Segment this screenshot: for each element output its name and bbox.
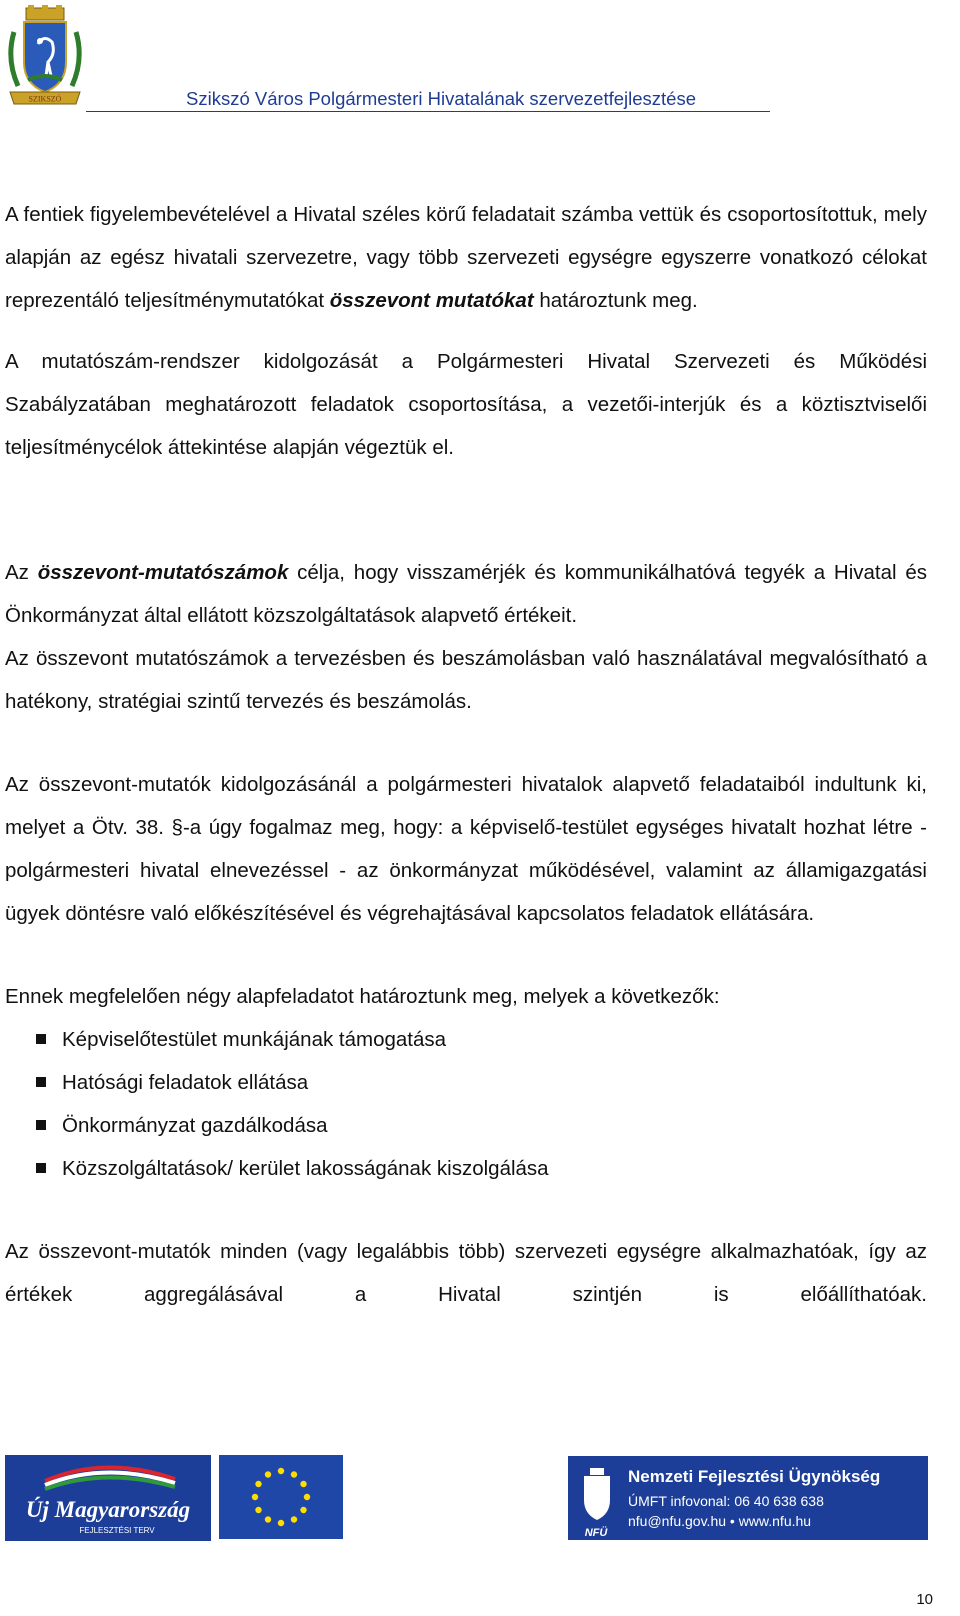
list-item: [5, 1147, 927, 1190]
document-header-title: Szikszó Város Polgármesteri Hivatalának szervezetfejlesztése: [186, 88, 696, 109]
bullet-square-icon: [36, 1077, 46, 1087]
list-item: [5, 1061, 927, 1104]
paragraph-list-intro: Ennek megfelelően négy alapfeladatot határoztunk meg, melyek a következők:: [5, 985, 720, 1008]
paragraph-goal: [5, 551, 927, 637]
paragraph-aggregation: Az összevont-mutatók minden (vagy legalábbis több) szervezeti egységre alkalmazhatóak, így az értékek aggregálásával a Hivatal szintjén is előállíthatóak.: [5, 1240, 927, 1306]
paragraph-legal-basis: Az összevont-mutatók kidolgozásánál a polgármesteri hivatalok alapvető feladataiból indultunk ki, melyet a Ötv. 38. §-a úgy fogalmaz meg, hogy: a képviselő-testület egységes hivatalt hozhat létre - polgármesteri hivatal elnevezéssel - az önkormányzat működésével, valamint az államigazgatási ügyek döntésre való előkészítésével és végrehajtásával kapcsolatos feladatok ellátására.: [5, 773, 927, 925]
list-item-text: Közszolgáltatások/ kerület lakosságának kiszolgálása: [62, 1157, 549, 1180]
paragraph-text: A fentiek figyelembevételével a Hivatal széles körű feladatait számba vettük és csoportosítottuk, mely alapján az egész hivatali szervezetre, vagy több szervezeti egységre egyszerre vonatkozó célokat reprezentáló teljesítménymutatókat: [5, 203, 927, 312]
emphasis-text: összevont-mutatószámok: [37, 561, 289, 584]
logo1-main-text: Új Magyarország: [25, 1497, 191, 1522]
paragraph-text: határoztunk meg.: [533, 289, 698, 312]
paragraph-usage: Az összevont mutatószámok a tervezésben és beszámolásban való használatával megvalósítható a hatékony, stratégiai szintű tervezés és beszámolás.: [5, 647, 927, 713]
paragraph-methodology: A mutatószám-rendszer kidolgozását a Polgármesteri Hivatal Szervezeti és Működési Szabályzatában meghatározott feladatok csoportosítása, a vezetői-interjúk és a köztisztviselői teljesítménycélok áttekintése alapján végeztük el.: [5, 350, 927, 459]
page-footer: [0, 1450, 960, 1616]
paragraph-text: célja, hogy visszamérjék és kommunikálhatóvá tegyék a Hivatal és Önkormányzat által ellátott közszolgáltatások alapvető értékeit.: [5, 561, 928, 627]
eu-flag-logo: [219, 1455, 343, 1539]
nfu-infovonal-text: ÚMFT infovonal: 06 40 638 638: [628, 1493, 824, 1509]
nfu-abbr-text: NFÜ: [584, 1527, 608, 1539]
document-body: [5, 193, 927, 1316]
nfu-agency-logo: [568, 1456, 928, 1540]
list-item: [5, 1104, 927, 1147]
list-item-text: Önkormányzat gazdálkodása: [62, 1114, 328, 1137]
bullet-square-icon: [36, 1034, 46, 1044]
core-tasks-list: [5, 1018, 927, 1190]
paragraph-intro: [5, 193, 927, 322]
nfu-title-text: Nemzeti Fejlesztési Ügynökség: [628, 1467, 881, 1486]
crest-banner-text: SZIKSZÓ: [28, 94, 62, 104]
list-item: [5, 1018, 927, 1061]
logo1-sub-text: FEJLESZTÉSI TERV: [79, 1526, 155, 1535]
list-item-text: Képviselőtestület munkájának támogatása: [62, 1028, 447, 1051]
page-number: 10: [916, 1591, 933, 1608]
uj-magyarorszag-logo: [5, 1455, 211, 1541]
coat-of-arms-logo: [4, 4, 86, 108]
emphasis-text: összevont mutatókat: [329, 289, 534, 312]
bullet-square-icon: [36, 1163, 46, 1173]
header-divider: [86, 111, 770, 112]
list-item-text: Hatósági feladatok ellátása: [62, 1071, 309, 1094]
paragraph-text: Az: [5, 561, 38, 584]
bullet-square-icon: [36, 1120, 46, 1130]
page-header: [0, 0, 960, 112]
nfu-contact-text: nfu@nfu.gov.hu • www.nfu.hu: [628, 1513, 812, 1529]
